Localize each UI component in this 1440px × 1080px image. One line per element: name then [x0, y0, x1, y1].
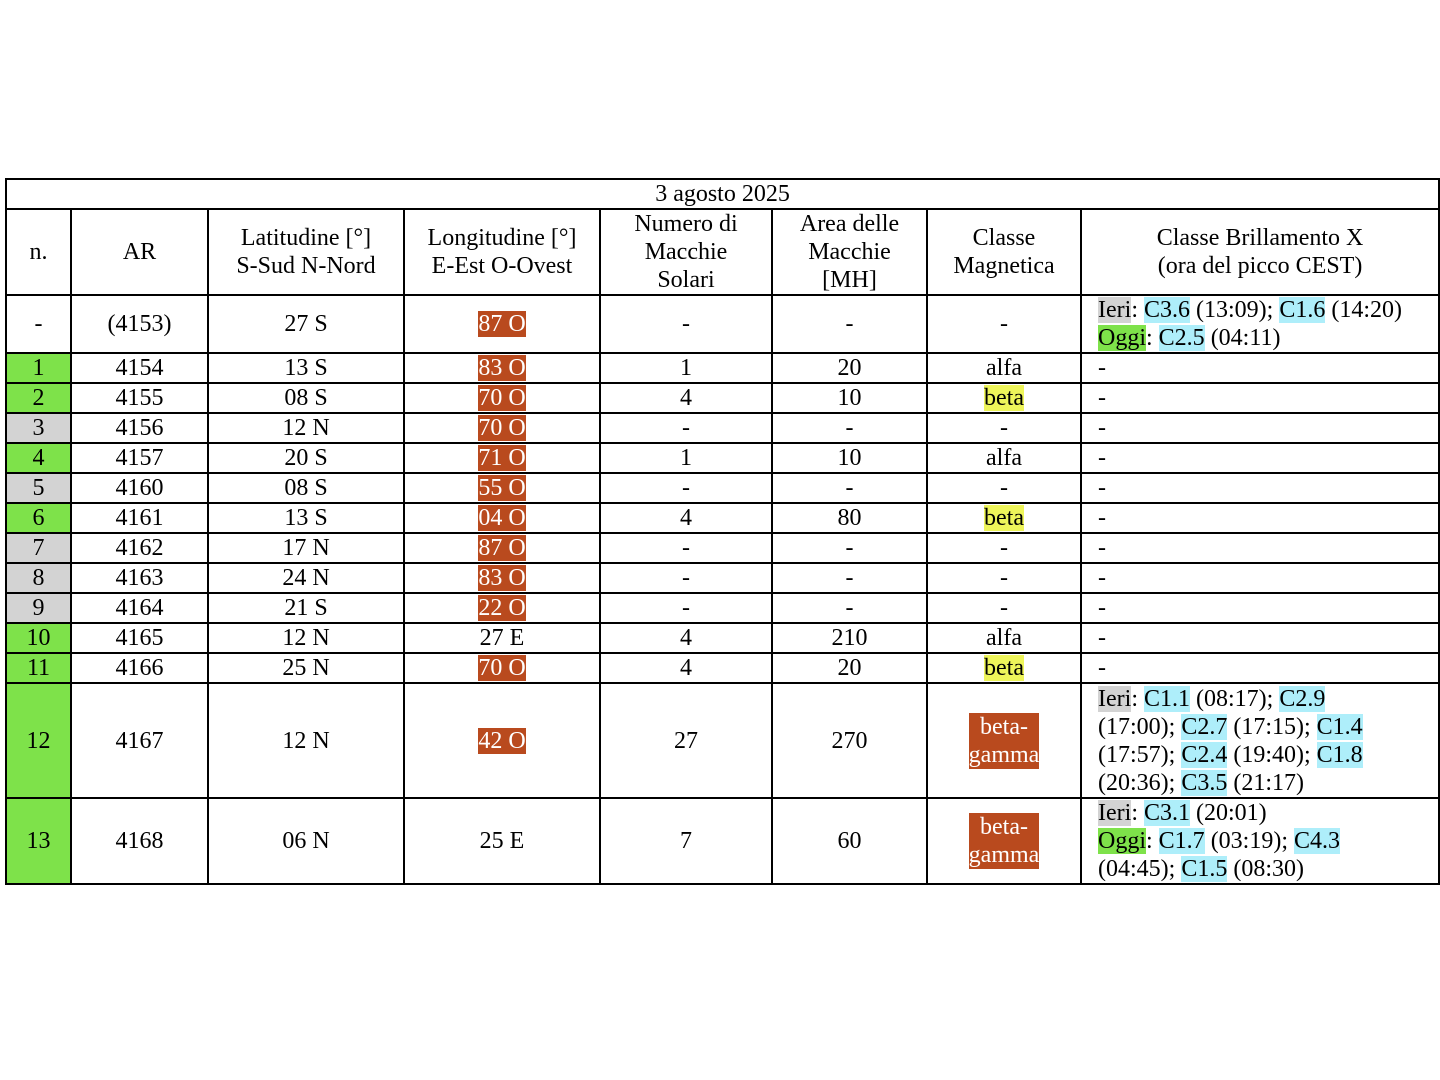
- magnetic-class-value: alfa: [986, 355, 1022, 381]
- cell-n: 7: [6, 533, 71, 563]
- magnetic-class-value: alfa: [986, 445, 1022, 471]
- cell-spot-count: 4: [600, 623, 772, 653]
- cell-spot-area: 20: [772, 653, 927, 683]
- flare-line: [1098, 504, 1438, 532]
- cell-ar: 4163: [71, 563, 208, 593]
- cell-magnetic-class: [927, 473, 1081, 503]
- table-row: [6, 503, 1439, 533]
- table-row: [6, 473, 1439, 503]
- cell-flare-class: [1081, 623, 1439, 653]
- header-spot-area-line3: [MH]: [822, 267, 877, 293]
- longitude-value: 83 O: [478, 355, 526, 381]
- cell-flare-class: [1081, 443, 1439, 473]
- flare-class-tag: C2.4: [1181, 741, 1228, 768]
- cell-magnetic-class: [927, 593, 1081, 623]
- magnetic-class-value: beta- gamma: [968, 713, 1040, 768]
- longitude-value: 55 O: [478, 475, 526, 501]
- longitude-value: 22 O: [478, 595, 526, 621]
- cell-ar: 4164: [71, 593, 208, 623]
- flare-text: :: [1146, 325, 1159, 351]
- header-magnetic-class: [927, 209, 1081, 295]
- day-label: Ieri: [1098, 297, 1132, 323]
- cell-longitude: [404, 683, 600, 798]
- cell-spot-area: -: [772, 295, 927, 353]
- solar-regions-table: [5, 178, 1440, 885]
- cell-latitude: 06 N: [208, 798, 404, 884]
- cell-spot-count: 1: [600, 443, 772, 473]
- longitude-value: 83 O: [478, 565, 526, 591]
- flare-line: [1098, 827, 1438, 855]
- table-row: [6, 593, 1439, 623]
- cell-longitude: [404, 353, 600, 383]
- cell-flare-class: [1081, 593, 1439, 623]
- flare-line: [1098, 414, 1438, 442]
- flare-line: [1098, 564, 1438, 592]
- cell-spot-area: 10: [772, 443, 927, 473]
- cell-n: 8: [6, 563, 71, 593]
- day-label: Oggi: [1098, 325, 1146, 351]
- flare-line: [1098, 534, 1438, 562]
- longitude-value: 87 O: [478, 535, 526, 561]
- flare-class-tag: C4.3: [1294, 828, 1341, 854]
- cell-flare-class: [1081, 798, 1439, 884]
- cell-flare-class: [1081, 473, 1439, 503]
- flare-line: [1098, 799, 1438, 827]
- magnetic-class-value: beta- gamma: [968, 814, 1040, 868]
- longitude-value: 71 O: [478, 445, 526, 471]
- flare-class-tag: C1.8: [1316, 741, 1363, 768]
- cell-latitude: 27 S: [208, 295, 404, 353]
- header-flare-class-line1: Classe Brillamento X: [1156, 225, 1364, 251]
- cell-n: 9: [6, 593, 71, 623]
- table-row: [6, 563, 1439, 593]
- cell-spot-area: 20: [772, 353, 927, 383]
- cell-spot-area: 80: [772, 503, 927, 533]
- cell-spot-count: -: [600, 295, 772, 353]
- cell-ar: 4156: [71, 413, 208, 443]
- cell-flare-class: [1081, 563, 1439, 593]
- cell-n: 1: [6, 353, 71, 383]
- cell-spot-area: -: [772, 563, 927, 593]
- flare-line: [1098, 296, 1438, 324]
- magnetic-class-value: alfa: [986, 625, 1022, 651]
- cell-ar: 4157: [71, 443, 208, 473]
- cell-ar: 4155: [71, 383, 208, 413]
- cell-spot-count: 27: [600, 683, 772, 798]
- cell-latitude: 20 S: [208, 443, 404, 473]
- header-magnetic-class-line2: Magnetica: [953, 253, 1055, 279]
- cell-magnetic-class: [927, 443, 1081, 473]
- cell-ar: 4168: [71, 798, 208, 884]
- flare-text: (03:19);: [1204, 828, 1295, 854]
- cell-n: 4: [6, 443, 71, 473]
- cell-spot-count: -: [600, 593, 772, 623]
- cell-flare-class: [1081, 503, 1439, 533]
- flare-text: :: [1131, 685, 1144, 712]
- cell-spot-area: -: [772, 413, 927, 443]
- longitude-value: 04 O: [478, 505, 526, 531]
- cell-magnetic-class: [927, 413, 1081, 443]
- cell-n: 3: [6, 413, 71, 443]
- cell-n: 12: [6, 683, 71, 798]
- cell-magnetic-class: [927, 503, 1081, 533]
- header-magnetic-class-line1: Classe: [972, 225, 1036, 251]
- flare-text: :: [1131, 297, 1144, 323]
- magnetic-class-value: -: [1000, 595, 1008, 621]
- cell-ar: (4153): [71, 295, 208, 353]
- cell-spot-area: -: [772, 533, 927, 563]
- cell-spot-area: 10: [772, 383, 927, 413]
- flare-class-tag: C1.6: [1279, 297, 1326, 323]
- flare-text: -: [1098, 595, 1106, 621]
- cell-latitude: 24 N: [208, 563, 404, 593]
- flare-text: -: [1098, 565, 1106, 591]
- table-row: [6, 623, 1439, 653]
- longitude-value: 70 O: [478, 385, 526, 411]
- flare-class-tag: C1.1: [1143, 685, 1190, 712]
- cell-ar: 4154: [71, 353, 208, 383]
- header-spot-count: [600, 209, 772, 295]
- flare-line: [1098, 654, 1438, 682]
- cell-spot-area: 210: [772, 623, 927, 653]
- flare-text: -: [1098, 445, 1106, 471]
- table-row: [6, 798, 1439, 884]
- cell-spot-count: -: [600, 413, 772, 443]
- table-row: [6, 533, 1439, 563]
- magnetic-class-value: beta: [984, 505, 1024, 531]
- cell-n: 11: [6, 653, 71, 683]
- cell-latitude: 12 N: [208, 413, 404, 443]
- cell-longitude: [404, 383, 600, 413]
- magnetic-class-value: -: [1000, 475, 1008, 501]
- cell-longitude: [404, 413, 600, 443]
- cell-longitude: [404, 593, 600, 623]
- flare-line: [1098, 324, 1438, 352]
- header-ar: AR: [71, 209, 208, 295]
- flare-text: (04:11): [1204, 325, 1281, 351]
- cell-flare-class: [1081, 353, 1439, 383]
- cell-latitude: 25 N: [208, 653, 404, 683]
- header-spot-area-line2: Macchie: [808, 239, 891, 265]
- cell-spot-count: 1: [600, 353, 772, 383]
- magnetic-class-value: beta: [984, 385, 1024, 411]
- cell-latitude: 08 S: [208, 383, 404, 413]
- flare-text: -: [1098, 625, 1106, 651]
- cell-magnetic-class: [927, 295, 1081, 353]
- cell-latitude: 13 S: [208, 503, 404, 533]
- flare-text: (21:17): [1227, 769, 1304, 796]
- cell-spot-area: 60: [772, 798, 927, 884]
- header-n: n.: [6, 209, 71, 295]
- flare-line: [1098, 685, 1438, 713]
- cell-latitude: 08 S: [208, 473, 404, 503]
- cell-flare-class: [1081, 413, 1439, 443]
- cell-longitude: [404, 295, 600, 353]
- table-row: [6, 413, 1439, 443]
- flare-line: [1098, 444, 1438, 472]
- flare-text: (04:45);: [1098, 856, 1182, 882]
- day-label: Ieri: [1098, 685, 1132, 712]
- flare-text: (08:17);: [1190, 685, 1280, 712]
- flare-class-tag: C3.1: [1143, 800, 1190, 826]
- cell-n: 6: [6, 503, 71, 533]
- cell-ar: 4167: [71, 683, 208, 798]
- cell-n: -: [6, 295, 71, 353]
- day-label: Ieri: [1098, 800, 1132, 826]
- flare-class-tag: C3.5: [1181, 769, 1228, 796]
- flare-text: (14:20): [1325, 297, 1402, 323]
- table-caption: 3 agosto 2025: [6, 179, 1439, 209]
- cell-flare-class: [1081, 383, 1439, 413]
- cell-latitude: 12 N: [208, 623, 404, 653]
- flare-class-tag: C2.7: [1181, 713, 1228, 740]
- cell-spot-count: 4: [600, 383, 772, 413]
- cell-spot-count: 4: [600, 503, 772, 533]
- cell-magnetic-class: [927, 623, 1081, 653]
- cell-magnetic-class: [927, 563, 1081, 593]
- header-spot-count-line2: Macchie: [644, 239, 728, 265]
- flare-text: (20:36);: [1098, 769, 1182, 796]
- table-row: [6, 443, 1439, 473]
- flare-class-tag: C2.9: [1279, 685, 1326, 712]
- cell-n: 5: [6, 473, 71, 503]
- flare-text: (08:30): [1227, 856, 1304, 882]
- cell-spot-area: 270: [772, 683, 927, 798]
- header-latitude: [208, 209, 404, 295]
- cell-ar: 4160: [71, 473, 208, 503]
- flare-line: [1098, 384, 1438, 412]
- table-row: [6, 353, 1439, 383]
- cell-spot-count: -: [600, 473, 772, 503]
- header-latitude-line2: S-Sud N-Nord: [236, 253, 376, 279]
- header-longitude-line2: E-Est O-Ovest: [431, 253, 573, 279]
- flare-text: -: [1098, 505, 1106, 531]
- cell-spot-count: -: [600, 563, 772, 593]
- day-label: Oggi: [1098, 828, 1146, 854]
- cell-magnetic-class: [927, 383, 1081, 413]
- cell-flare-class: [1081, 653, 1439, 683]
- magnetic-class-value: -: [1000, 415, 1008, 441]
- cell-flare-class: [1081, 295, 1439, 353]
- header-spot-count-line3: Solari: [657, 267, 715, 293]
- cell-latitude: 17 N: [208, 533, 404, 563]
- cell-longitude: [404, 533, 600, 563]
- magnetic-class-value: -: [1000, 311, 1008, 337]
- flare-text: -: [1098, 385, 1106, 411]
- flare-line: [1098, 769, 1438, 797]
- cell-flare-class: [1081, 533, 1439, 563]
- magnetic-class-value: -: [1000, 565, 1008, 591]
- cell-spot-area: -: [772, 593, 927, 623]
- cell-magnetic-class: [927, 533, 1081, 563]
- magnetic-class-value: -: [1000, 535, 1008, 561]
- cell-longitude: [404, 653, 600, 683]
- cell-magnetic-class: [927, 353, 1081, 383]
- cell-n: 13: [6, 798, 71, 884]
- cell-spot-count: -: [600, 533, 772, 563]
- longitude-value: 70 O: [478, 415, 526, 441]
- longitude-value: 27 E: [479, 625, 525, 651]
- table-row: [6, 683, 1439, 798]
- flare-class-tag: C1.4: [1316, 713, 1363, 740]
- header-row: [6, 209, 1439, 295]
- flare-text: (13:09);: [1190, 297, 1280, 323]
- cell-ar: 4161: [71, 503, 208, 533]
- cell-longitude: [404, 563, 600, 593]
- flare-text: (17:57);: [1098, 741, 1182, 768]
- flare-text: (17:00);: [1098, 713, 1182, 740]
- flare-line: [1098, 713, 1438, 741]
- flare-line: [1098, 624, 1438, 652]
- header-spot-count-line1: Numero di: [634, 211, 738, 237]
- cell-ar: 4166: [71, 653, 208, 683]
- flare-line: [1098, 741, 1438, 769]
- cell-spot-count: 7: [600, 798, 772, 884]
- cell-ar: 4162: [71, 533, 208, 563]
- cell-ar: 4165: [71, 623, 208, 653]
- flare-class-tag: C2.5: [1158, 325, 1205, 351]
- header-latitude-line1: Latitudine [°]: [240, 225, 372, 251]
- table-row: [6, 295, 1439, 353]
- header-longitude-line1: Longitudine [°]: [427, 225, 577, 251]
- flare-line: [1098, 855, 1438, 883]
- flare-text: -: [1098, 355, 1106, 381]
- header-spot-area: [772, 209, 927, 295]
- flare-text: -: [1098, 475, 1106, 501]
- flare-text: :: [1131, 800, 1144, 826]
- cell-flare-class: [1081, 683, 1439, 798]
- table-body: [6, 295, 1439, 884]
- cell-magnetic-class: [927, 798, 1081, 884]
- flare-line: [1098, 594, 1438, 622]
- flare-text: -: [1098, 655, 1106, 681]
- magnetic-class-value: beta: [984, 655, 1024, 681]
- cell-spot-area: -: [772, 473, 927, 503]
- cell-latitude: 21 S: [208, 593, 404, 623]
- flare-text: -: [1098, 535, 1106, 561]
- table-row: [6, 383, 1439, 413]
- flare-line: [1098, 474, 1438, 502]
- flare-text: -: [1098, 415, 1106, 441]
- longitude-value: 70 O: [478, 655, 526, 681]
- longitude-value: 25 E: [479, 828, 525, 854]
- flare-class-tag: C3.6: [1143, 297, 1190, 323]
- flare-text: (17:15);: [1227, 713, 1317, 740]
- header-longitude: [404, 209, 600, 295]
- cell-longitude: [404, 503, 600, 533]
- cell-latitude: 13 S: [208, 353, 404, 383]
- flare-text: :: [1146, 828, 1159, 854]
- cell-magnetic-class: [927, 683, 1081, 798]
- cell-n: 10: [6, 623, 71, 653]
- flare-line: [1098, 354, 1438, 382]
- cell-longitude: [404, 473, 600, 503]
- cell-n: 2: [6, 383, 71, 413]
- cell-magnetic-class: [927, 653, 1081, 683]
- cell-longitude: [404, 623, 600, 653]
- cell-spot-count: 4: [600, 653, 772, 683]
- cell-longitude: [404, 443, 600, 473]
- flare-class-tag: C1.5: [1181, 856, 1228, 882]
- flare-text: (20:01): [1190, 800, 1267, 826]
- longitude-value: 87 O: [478, 311, 526, 337]
- table-row: [6, 653, 1439, 683]
- flare-class-tag: C1.7: [1158, 828, 1205, 854]
- header-flare-class: [1081, 209, 1439, 295]
- cell-latitude: 12 N: [208, 683, 404, 798]
- flare-text: (19:40);: [1227, 741, 1317, 768]
- header-spot-area-line1: Area delle: [799, 211, 900, 237]
- longitude-value: 42 O: [478, 727, 526, 754]
- header-flare-class-line2: (ora del picco CEST): [1157, 253, 1363, 279]
- cell-longitude: [404, 798, 600, 884]
